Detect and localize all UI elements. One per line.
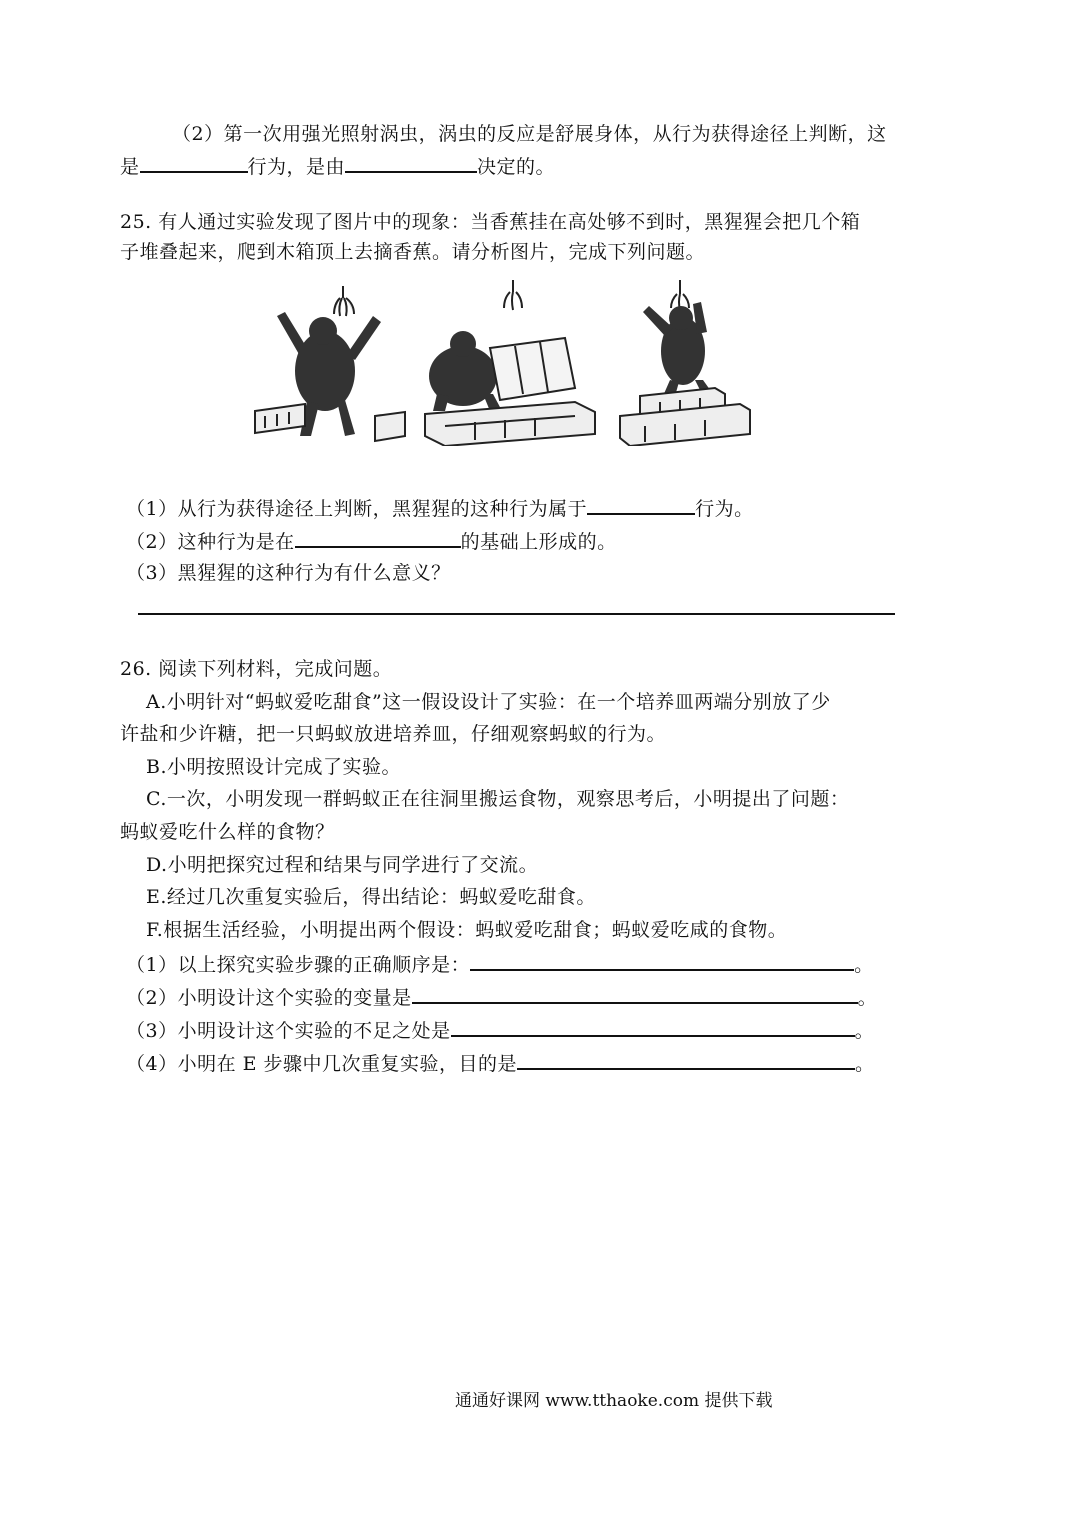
- q26-blank-2[interactable]: [412, 984, 858, 1004]
- q24-blank-2[interactable]: [345, 153, 477, 173]
- q25-sub2: [126, 528, 617, 554]
- wooden-box: [620, 388, 750, 446]
- q26-item-e: E.经过几次重复实验后，得出结论：蚂蚁爱吃甜食。: [146, 886, 596, 908]
- q26-blank-4[interactable]: [517, 1050, 855, 1070]
- page-footer: 通通好课网 www.tthaoke.com 提供下载: [455, 1391, 773, 1411]
- q26-sub2: [126, 984, 877, 1010]
- q25-stem-line1: 25. 有人通过实验发现了图片中的现象：当香蕉挂在高处够不到时，黑猩猩会把几个箱: [120, 211, 861, 233]
- q26-item-f: F.根据生活经验，小明提出两个假设：蚂蚁爱吃甜食；蚂蚁爱吃咸的食物。: [146, 919, 788, 941]
- q26-s1-end: 。: [854, 954, 874, 976]
- q24-sub2-line1: （2）第一次用强光照射涡虫，涡虫的反应是舒展身体，从行为获得途径上判断，这: [172, 123, 887, 145]
- q26-sub4: [126, 1050, 875, 1076]
- q26-s2-end: 。: [857, 987, 878, 1009]
- q25-blank-1[interactable]: [587, 495, 695, 515]
- q26-blank-1[interactable]: [470, 951, 854, 971]
- banana-icon: [504, 280, 522, 310]
- q26-item-c-line2: 蚂蚁爱吃什么样的食物？: [120, 821, 335, 843]
- q25-sub1: [126, 495, 754, 521]
- q26-s3-end: 。: [854, 1020, 875, 1042]
- q26-item-d: D.小明把探究过程和结果与同学进行了交流。: [146, 854, 539, 876]
- q24-text-a: 是: [120, 156, 140, 178]
- wooden-box: [425, 402, 595, 446]
- q25-stem-line2: 子堆叠起来，爬到木箱顶上去摘香蕉。请分析图片，完成下列问题。: [120, 241, 706, 263]
- q26-sub3: [126, 1017, 874, 1043]
- q25-sub3: （3）黑猩猩的这种行为有什么意义？: [126, 562, 451, 584]
- q25-answer-line[interactable]: [138, 613, 895, 615]
- chimp-carrying-box: [429, 331, 501, 411]
- q24-blank-1[interactable]: [140, 153, 248, 173]
- q26-s4-text: （4）小明在 E 步骤中几次重复实验，目的是: [126, 1053, 518, 1075]
- q24-text-b: 行为，是由: [247, 156, 346, 178]
- banana-icon: [671, 280, 689, 310]
- q26-sub1: [126, 951, 874, 977]
- wooden-box: [490, 338, 575, 400]
- q26-item-a-line1: A.小明针对“蚂蚁爱吃甜食”这一假设设计了实验：在一个培养皿两端分别放了少: [146, 691, 831, 713]
- q26-s4-end: 。: [855, 1053, 875, 1075]
- chimp-on-boxes: [643, 302, 713, 396]
- q26-blank-3[interactable]: [451, 1017, 855, 1037]
- q26-item-c-line1: C.一次，小明发现一群蚂蚁正在往洞里搬运食物，观察思考后，小明提出了问题：: [146, 788, 850, 810]
- q26-stem: 26. 阅读下列材料，完成问题。: [120, 658, 393, 680]
- q26-item-b: B.小明按照设计完成了实验。: [146, 756, 402, 778]
- q24-text-c: 决定的。: [477, 156, 556, 178]
- q26-item-a-line2: 许盐和少许糖，把一只蚂蚁放进培养皿，仔细观察蚂蚁的行为。: [120, 723, 667, 745]
- chimpanzee-illustration: [245, 276, 760, 446]
- q26-s2-text: （2）小明设计这个实验的变量是: [126, 987, 412, 1009]
- q25-s2-text-b: 的基础上形成的。: [460, 531, 617, 553]
- q25-blank-2[interactable]: [295, 528, 461, 548]
- q25-s1-text-a: （1）从行为获得途径上判断，黑猩猩的这种行为属于: [126, 498, 588, 520]
- banana-icon: [334, 286, 354, 316]
- q25-s1-text-b: 行为。: [695, 498, 754, 520]
- q26-s1-text: （1）以上探究实验步骤的正确顺序是：: [126, 954, 471, 976]
- q25-s2-text-a: （2）这种行为是在: [126, 531, 295, 553]
- q26-s3-text: （3）小明设计这个实验的不足之处是: [126, 1020, 451, 1042]
- q24-sub2-line2: [120, 153, 555, 179]
